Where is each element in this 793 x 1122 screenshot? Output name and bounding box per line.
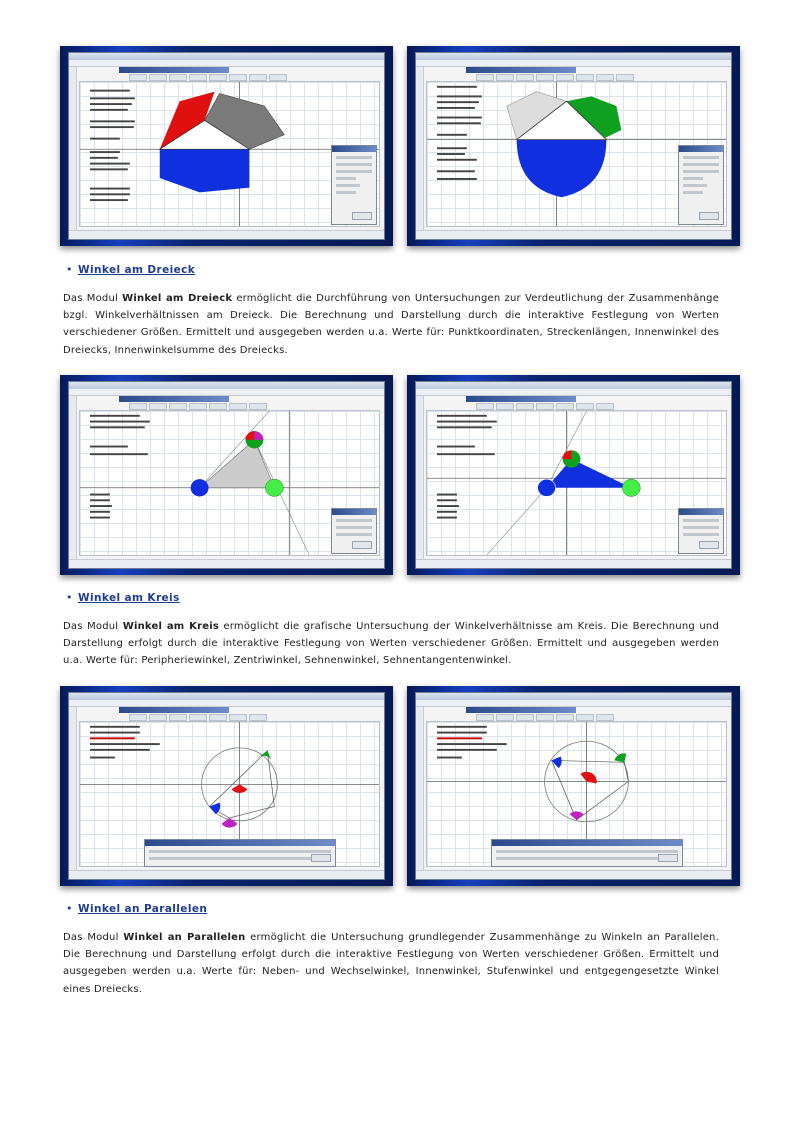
angle-gamma [622, 479, 640, 496]
link-winkel-an-parallelen[interactable]: Winkel an Parallelen [78, 903, 208, 915]
screenshot-pythagoras-1 [60, 46, 393, 246]
section-heading-kreis [66, 591, 180, 605]
panel-button[interactable] [352, 541, 372, 549]
app-window [415, 52, 732, 240]
settings-panel [331, 508, 377, 554]
screenshot-dreieck-2 [407, 375, 740, 575]
paragraph-parallelen: Das Modul Winkel an Parallelen ermöglicht die Untersuchung grundlegender Zusammenhänge zu Winkeln an Parallelen. Die Berechnung und Darstellung erfolgt durch die interaktive Festlegung von Werten verschiedener Größen. Ermittelt und ausgegeben werden u.a. Werte für: Neben- und Wechselwinkel, Innenwinkel, Stufenwinkel und entgegengesetzte Winkel eines Dreiecks. [63, 932, 719, 995]
settings-panel [678, 145, 724, 225]
bullet-icon: • [66, 902, 73, 915]
app-window [68, 52, 385, 240]
screenshot-kreis-1 [60, 686, 393, 886]
bullet-icon: • [66, 591, 73, 604]
panel-button[interactable] [311, 854, 331, 862]
settings-panel [144, 839, 336, 867]
semicircle-c [517, 140, 607, 198]
angle-gamma [265, 479, 283, 496]
app-window [415, 381, 732, 569]
app-window [68, 381, 385, 569]
angle-alpha [191, 479, 209, 496]
settings-panel [678, 508, 724, 554]
angle-magenta [222, 818, 238, 828]
screenshot-pythagoras-2 [407, 46, 740, 246]
screenshot-dreieck-1 [60, 375, 393, 575]
screenshot-row-dreieck [60, 375, 740, 575]
settings-panel [331, 145, 377, 225]
section-heading-parallelen [66, 902, 207, 916]
bullet-icon: • [66, 263, 73, 276]
panel-button[interactable] [658, 854, 678, 862]
angle-green [614, 753, 626, 762]
app-window [415, 692, 732, 880]
section-heading-dreieck [66, 263, 195, 277]
angle-blue [210, 803, 221, 815]
settings-panel [491, 839, 683, 867]
panel-button[interactable] [699, 212, 719, 220]
app-window [68, 692, 385, 880]
square-c [160, 149, 250, 192]
angle-blue [552, 757, 562, 769]
screenshot-row-kreis [60, 686, 740, 886]
paragraph-dreieck: Das Modul Winkel am Dreieck ermöglicht die Durchführung von Untersuchungen zur Verdeutlichung der Zusammenhänge bzgl. Winkelverhältnissen am Dreieck. Die Berechnung und Darstellung durch die interaktive Festlegung von Werten verschiedener Größen. Ermittelt und ausgegeben werden u.a. Werte für: Punktkoordinaten, Streckenlängen, Innenwinkel des Dreiecks, Innenwinkelsumme des Dreiecks. [63, 293, 719, 356]
angle-red [231, 784, 247, 793]
screenshot-row-pythagoras [60, 46, 740, 246]
angle-magenta [570, 811, 584, 820]
screenshot-kreis-2 [407, 686, 740, 886]
link-winkel-am-dreieck[interactable]: Winkel am Dreieck [78, 264, 196, 276]
paragraph-kreis: Das Modul Winkel am Kreis ermöglicht die grafische Untersuchung der Winkelverhältnisse am Kreis. Die Berechnung und Darstellung erfolgt durch die interaktive Festlegung von Werten verschiedener Größen. Ermittelt und ausgegeben werden u.a. Werte für: Peripheriewinkel, Zentriwinkel, Sehnenwinkel, Sehnentangentenwinkel. [63, 621, 719, 667]
panel-button[interactable] [352, 212, 372, 220]
angle-alpha [538, 479, 556, 496]
panel-button[interactable] [699, 541, 719, 549]
link-winkel-am-kreis[interactable]: Winkel am Kreis [78, 592, 180, 604]
